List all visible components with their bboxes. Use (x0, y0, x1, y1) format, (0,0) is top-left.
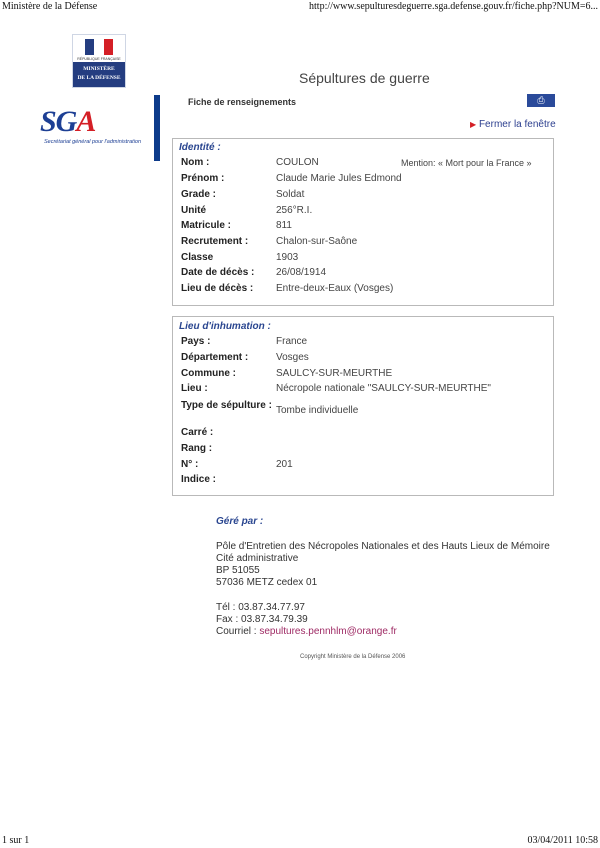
gere-line3: BP 51055 (216, 565, 260, 576)
sga-subtitle: Secrétariat général pour l'administration (44, 139, 142, 145)
ministere-line1: MINISTÈRE (83, 66, 115, 72)
gere-line2: Cité administrative (216, 553, 299, 564)
close-window-link[interactable] (470, 119, 556, 130)
inhumation-box (172, 316, 554, 496)
courriel-label: Courriel : (216, 626, 257, 637)
row-label: N° : (181, 459, 199, 470)
row-value: Tombe individuelle (276, 405, 359, 416)
inhumation-title: Lieu d'inhumation : (179, 321, 271, 332)
sga-main: SG (40, 105, 77, 138)
row-label: Nom : (181, 157, 210, 168)
courriel-link[interactable]: sepultures.pennhlm@orange.fr (259, 626, 397, 637)
gere-tel: Tél : 03.87.34.77.97 (216, 602, 305, 613)
sga-accent: A (76, 105, 96, 138)
ministere-band (73, 62, 125, 87)
mention-text: Mention: « Mort pour la France » (401, 158, 532, 168)
gere-fax: Fax : 03.87.34.79.39 (216, 614, 308, 625)
row-value: 811 (276, 220, 292, 231)
row-label: Rang : (181, 443, 213, 454)
gere-line4: 57036 METZ cedex 01 (216, 577, 318, 588)
row-label: Carré : (181, 427, 214, 438)
row-label: Classe (181, 252, 214, 263)
french-flag-icon (85, 39, 113, 55)
row-value: Nécropole nationale "SAULCY-SUR-MEURTHE" (276, 383, 491, 394)
gere-title: Géré par : (216, 516, 264, 527)
row-value: Claude Marie Jules Edmond (276, 173, 402, 184)
row-value: Vosges (276, 352, 309, 363)
site-title: Sépultures de guerre (299, 70, 430, 86)
row-value: 26/08/1914 (276, 267, 327, 278)
print-footer-page: 1 sur 1 (2, 835, 30, 846)
row-label: Prénom : (181, 173, 225, 184)
sga-logo (40, 95, 160, 161)
identite-title: Identité : (179, 142, 221, 153)
row-label: Date de décès : (181, 267, 255, 278)
sga-wordmark (40, 105, 95, 139)
print-header-title: Ministère de la Défense (2, 1, 98, 12)
row-value: Chalon-sur-Saône (276, 236, 358, 247)
gere-line1: Pôle d'Entretien des Nécropoles Nationales et des Hauts Lieux de Mémoire (216, 541, 550, 552)
row-value: France (276, 336, 308, 347)
print-icon[interactable]: ⎙ (527, 94, 555, 107)
row-value: COULON (276, 157, 319, 168)
row-label: Lieu de décès : (181, 283, 254, 294)
row-label: Type de sépulture : (181, 400, 272, 411)
row-value: 1903 (276, 252, 299, 263)
ministere-logo (72, 34, 126, 88)
row-value: Soldat (276, 189, 305, 200)
arrow-right-icon: ▶ (470, 120, 477, 129)
gere-courriel (216, 626, 397, 637)
row-label: Lieu : (181, 383, 208, 394)
row-value: 201 (276, 459, 293, 470)
row-value: Entre-deux-Eaux (Vosges) (276, 283, 394, 294)
fiche-label: Fiche de renseignements (188, 97, 297, 107)
republique-label: RÉPUBLIQUE FRANÇAISE (77, 57, 121, 61)
identite-box (172, 138, 554, 306)
copyright: Copyright Ministère de la Défense 2006 (300, 654, 406, 660)
row-value: SAULCY-SUR-MEURTHE (276, 368, 393, 379)
close-window-label: Fermer la fenêtre (478, 119, 556, 130)
row-label: Indice : (181, 474, 217, 485)
row-label: Commune : (181, 368, 236, 379)
row-label: Matricule : (181, 220, 232, 231)
row-label: Recrutement : (181, 236, 249, 247)
ministere-line2: DE LA DÉFENSE (77, 75, 121, 81)
row-label: Grade : (181, 189, 217, 200)
row-label: Département : (181, 352, 249, 363)
row-value: 256°R.I. (276, 205, 313, 216)
row-label: Pays : (181, 336, 211, 347)
sga-blue-bar (154, 95, 160, 161)
row-label: Unité (181, 205, 206, 216)
print-header-url: http://www.sepulturesdeguerre.sga.defense.gouv.fr/fiche.php?NUM=6... (309, 1, 598, 12)
print-footer-date: 03/04/2011 10:58 (527, 835, 598, 846)
